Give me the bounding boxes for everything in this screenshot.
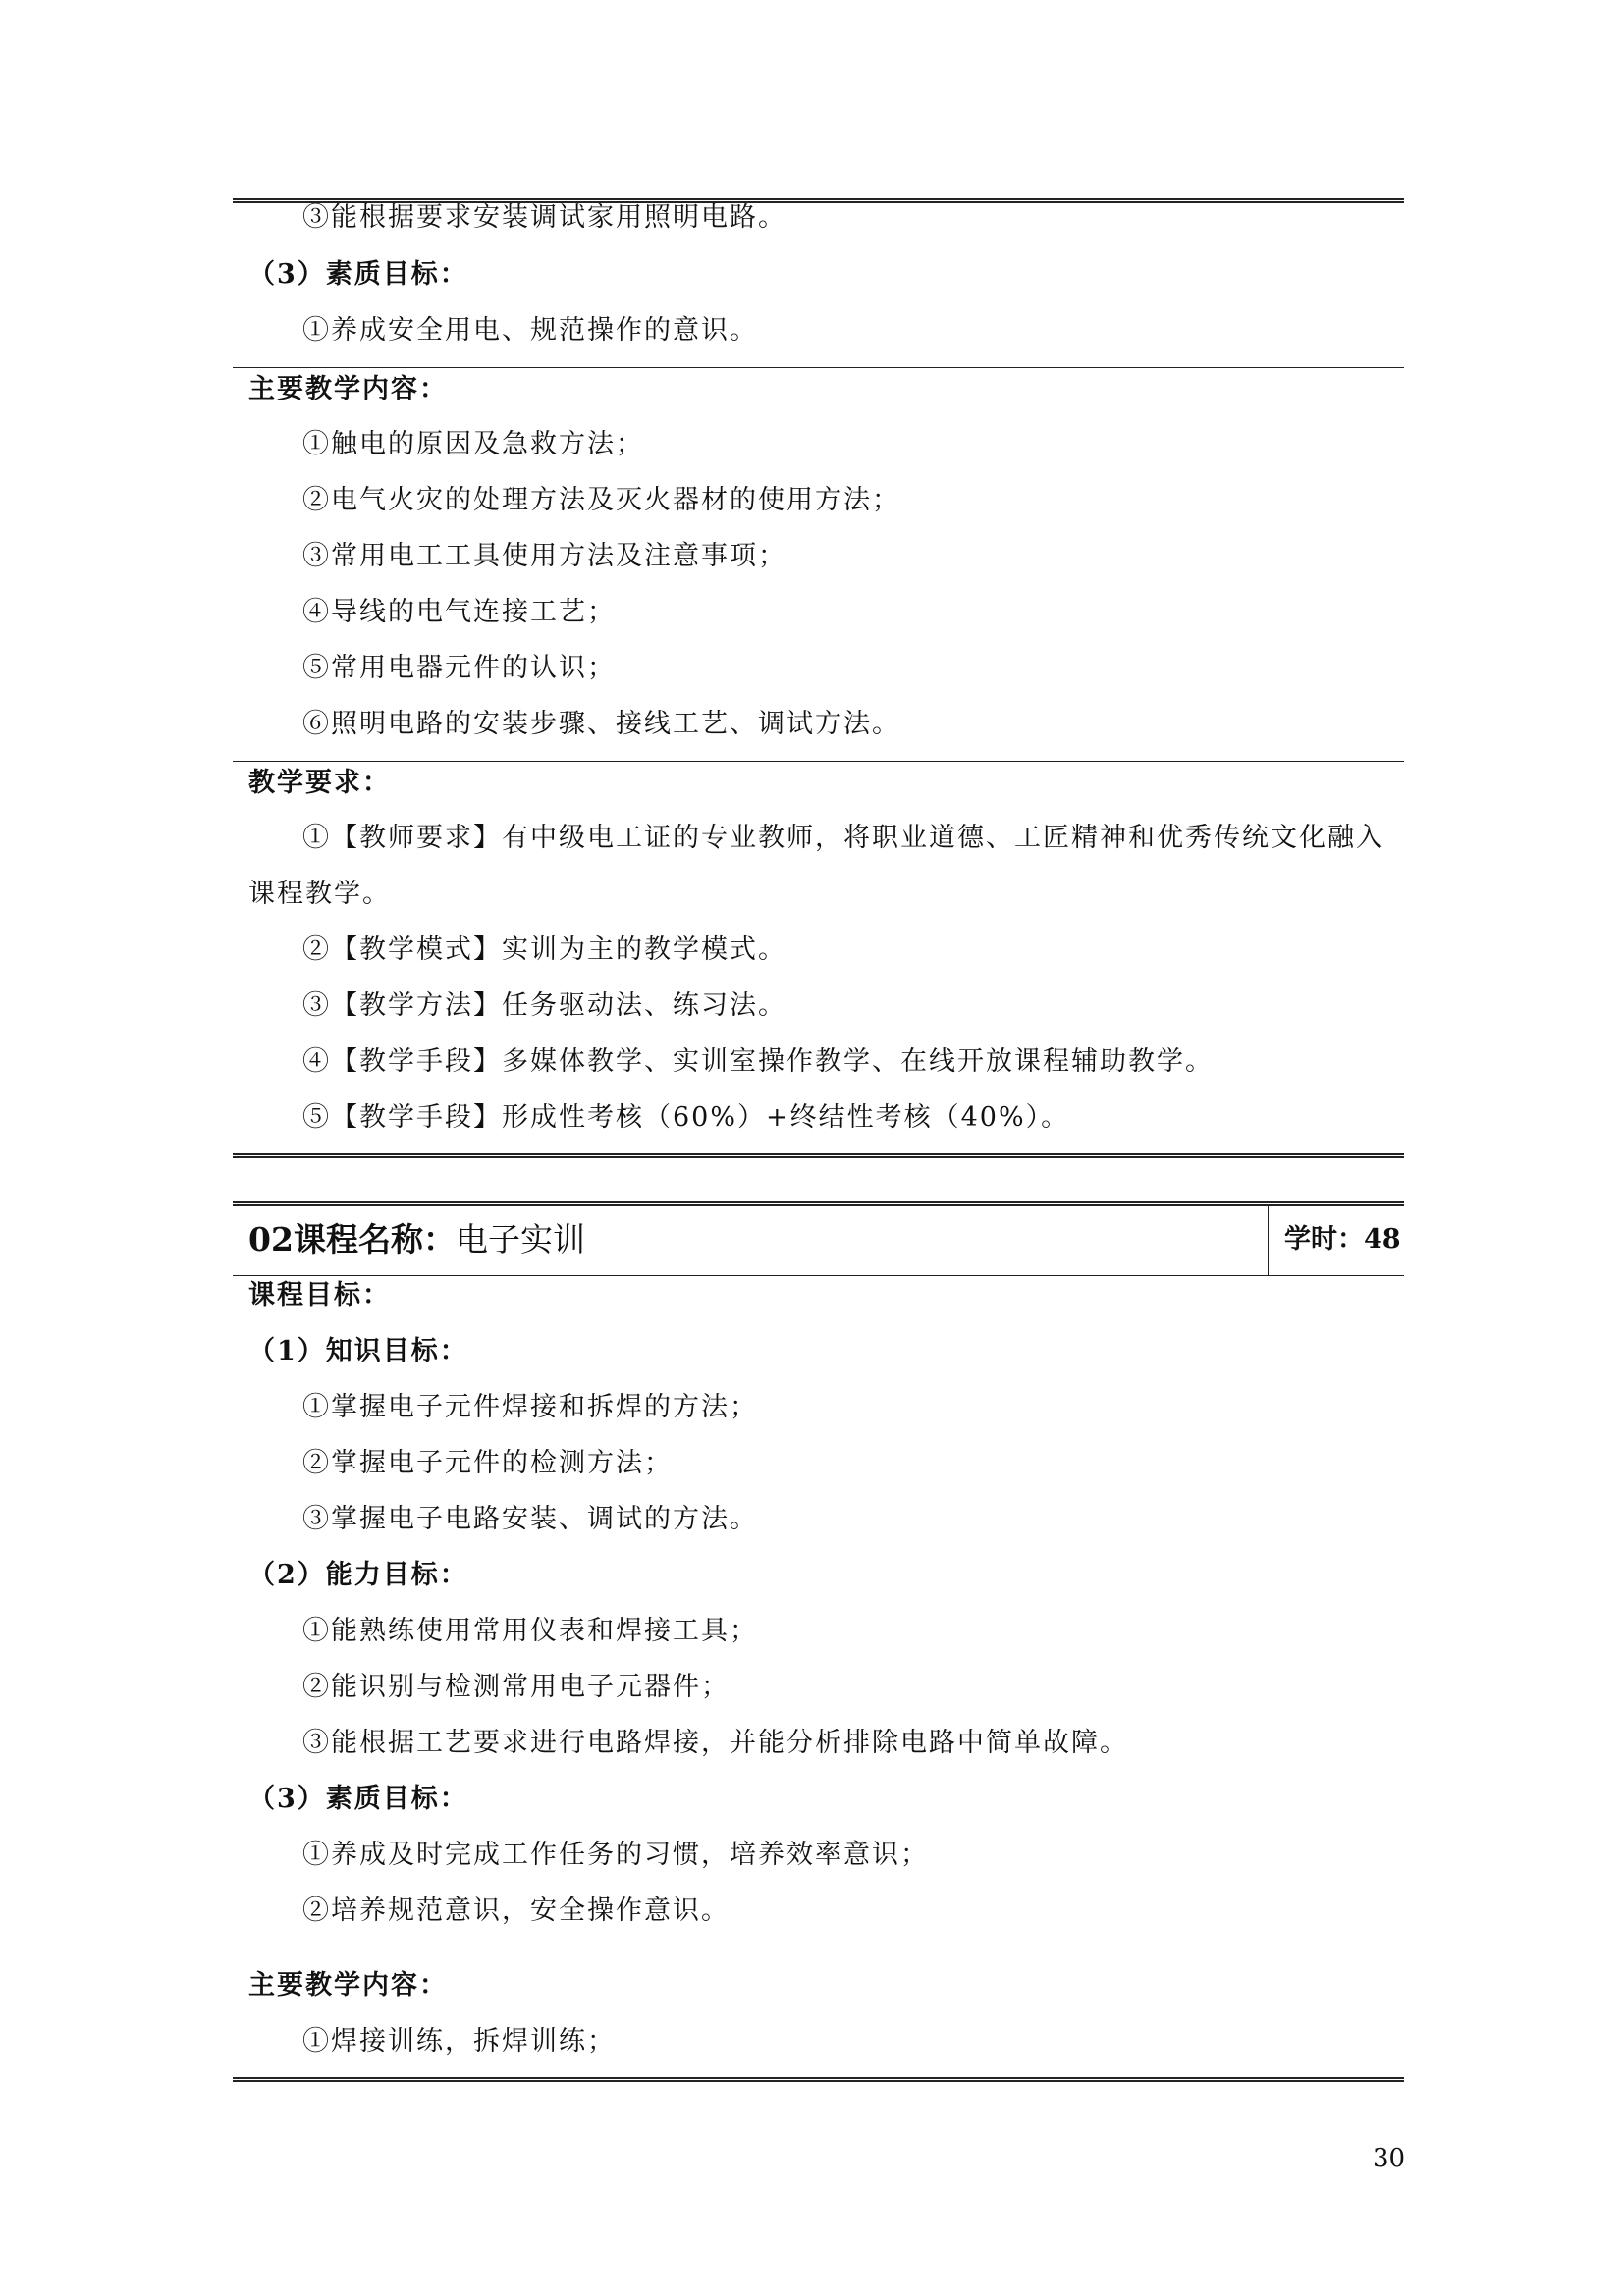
content-heading: 主要教学内容： — [248, 1970, 448, 2001]
hours-cell — [1268, 1204, 1404, 1275]
hours-label: 学时： — [1284, 1224, 1364, 1255]
ability-item: ③能根据要求安装调试家用照明电路。 — [302, 202, 786, 233]
knowledge-item: ③掌握电子电路安装、调试的方法。 — [302, 1504, 758, 1534]
quality-heading: （3）素质目标： — [248, 259, 468, 290]
content-item: ⑥照明电路的安装步骤、接线工艺、调试方法。 — [302, 709, 900, 739]
ability-item: ②能识别与检测常用电子元器件； — [302, 1672, 730, 1702]
section-divider — [233, 367, 1404, 368]
course-title — [248, 1220, 585, 1259]
requirement-item-continuation: 课程教学。 — [248, 879, 391, 909]
requirement-item: ⑤【教学手段】形成性考核（60%）+终结性考核（40%）。 — [302, 1102, 1070, 1133]
requirement-heading: 教学要求： — [248, 768, 391, 798]
ability-heading: （2）能力目标： — [248, 1560, 468, 1590]
content-item: ①触电的原因及急救方法； — [302, 429, 644, 459]
ability-item: ①能熟练使用常用仪表和焊接工具； — [302, 1616, 758, 1646]
requirement-item: ④【教学手段】多媒体教学、实训室操作教学、在线开放课程辅助教学。 — [302, 1046, 1214, 1077]
requirement-item: ①【教师要求】有中级电工证的专业教师，将职业道德、工匠精神和优秀传统文化融入 — [302, 823, 1384, 853]
goal-heading: 课程目标： — [248, 1280, 391, 1310]
content-heading: 主要教学内容： — [248, 374, 448, 404]
knowledge-heading: （1）知识目标： — [248, 1336, 468, 1366]
quality-item: ②培养规范意识，安全操作意识。 — [302, 1896, 730, 1926]
bottom-double-rule — [233, 2077, 1404, 2082]
requirement-item: ②【教学模式】实训为主的教学模式。 — [302, 934, 786, 965]
content-item: ①焊接训练，拆焊训练； — [302, 2026, 616, 2056]
hours-value: 48 — [1364, 1224, 1401, 1255]
course-label: 课程名称： — [293, 1220, 456, 1258]
content-item: ②电气火灾的处理方法及灭火器材的使用方法； — [302, 485, 900, 515]
course-title-row — [233, 1204, 1404, 1275]
knowledge-item: ②掌握电子元件的检测方法； — [302, 1448, 673, 1478]
hours-text — [1284, 1222, 1401, 1257]
knowledge-item: ①掌握电子元件焊接和拆焊的方法； — [302, 1392, 758, 1422]
quality-heading: （3）素质目标： — [248, 1784, 468, 1814]
ability-item: ③能根据工艺要求进行电路焊接，并能分析排除电路中简单故障。 — [302, 1728, 1128, 1758]
quality-item: ①养成及时完成工作任务的习惯，培养效率意识； — [302, 1840, 929, 1870]
section-divider — [233, 761, 1404, 762]
page-number: 30 — [1373, 2144, 1406, 2173]
content-item: ③常用电工工具使用方法及注意事项； — [302, 541, 786, 571]
content-item: ⑤常用电器元件的认识； — [302, 653, 616, 683]
course-number: 02 — [248, 1220, 294, 1258]
quality-item: ①养成安全用电、规范操作的意识。 — [302, 315, 758, 346]
requirement-item: ③【教学方法】任务驱动法、练习法。 — [302, 990, 786, 1021]
course-header-bottom-rule — [233, 1275, 1404, 1276]
course-name: 电子实训 — [455, 1220, 585, 1258]
section-end-double-rule — [233, 1153, 1404, 1158]
content-item: ④导线的电气连接工艺； — [302, 597, 616, 627]
